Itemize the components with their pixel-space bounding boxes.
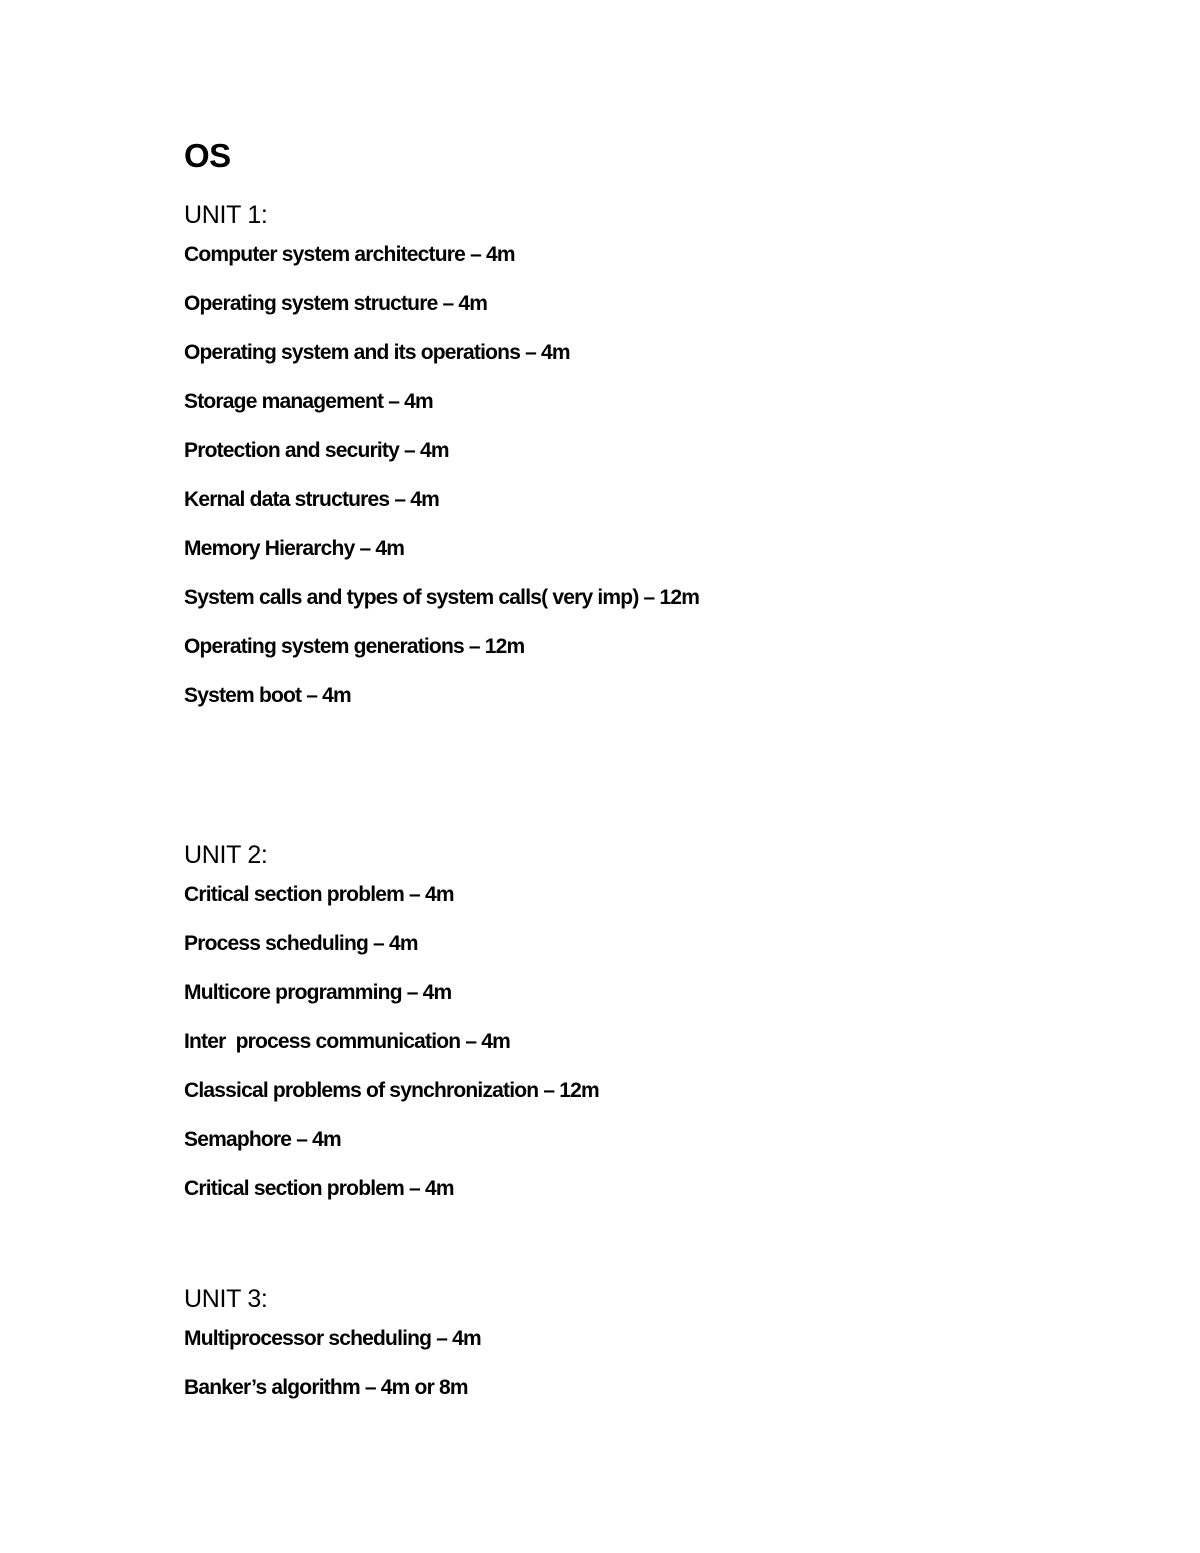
topic-item: Protection and security – 4m xyxy=(184,439,449,462)
topic-item: Classical problems of synchronization – 12m xyxy=(184,1079,599,1102)
topic-item: Critical section problem – 4m xyxy=(184,883,454,906)
topic-item: Process scheduling – 4m xyxy=(184,932,418,955)
topic-item: Storage management – 4m xyxy=(184,390,433,413)
topic-item: Semaphore – 4m xyxy=(184,1128,341,1151)
topic-item: System calls and types of system calls( very imp) – 12m xyxy=(184,586,700,609)
unit-heading: UNIT 2: xyxy=(184,841,268,869)
topic-list xyxy=(184,1326,1084,1401)
topic-item: Operating system generations – 12m xyxy=(184,635,525,658)
topic-item: Inter process communication – 4m xyxy=(184,1030,511,1053)
topic-item: Memory Hierarchy – 4m xyxy=(184,537,405,560)
topic-item: Banker’s algorithm – 4m or 8m xyxy=(184,1376,468,1399)
unit-heading: UNIT 3: xyxy=(184,1285,268,1313)
topic-item: Multicore programming – 4m xyxy=(184,981,452,1004)
topic-item: System boot – 4m xyxy=(184,684,351,707)
topic-list xyxy=(184,242,1084,709)
topic-item: Kernal data structures – 4m xyxy=(184,488,440,511)
topic-item: Operating system and its operations – 4m xyxy=(184,341,570,364)
document-title: OS xyxy=(184,137,231,174)
topic-item: Operating system structure – 4m xyxy=(184,292,488,315)
unit-heading: UNIT 1: xyxy=(184,201,268,229)
topic-item: Multiprocessor scheduling – 4m xyxy=(184,1327,481,1350)
topic-item: Computer system architecture – 4m xyxy=(184,243,515,266)
topic-item: Critical section problem – 4m xyxy=(184,1177,454,1200)
unit-2-section xyxy=(184,838,1084,1225)
unit-1-section xyxy=(184,198,1084,732)
topic-list xyxy=(184,882,1084,1202)
unit-3-section xyxy=(184,1282,1084,1424)
